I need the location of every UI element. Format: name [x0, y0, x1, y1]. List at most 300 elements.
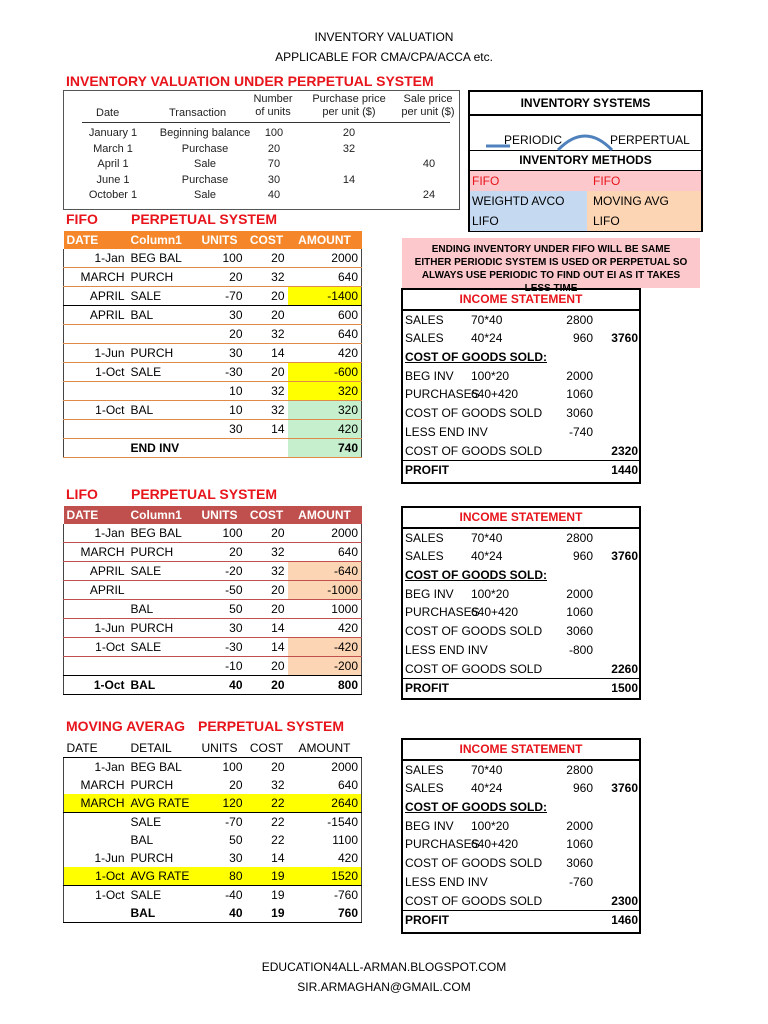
income-row	[403, 348, 639, 367]
src-cell: 32	[342, 142, 356, 155]
income-cell: 640+420	[471, 387, 519, 402]
income-cell: 640+420	[471, 837, 519, 852]
lifo-cell: -200	[288, 657, 362, 676]
mavg-cell: PURCH	[130, 851, 174, 865]
src-cell: January 1	[88, 127, 138, 139]
mavg-cell: BAL	[128, 904, 194, 923]
mavg-cell: -40	[225, 888, 243, 902]
mavg-cell: 22	[271, 815, 285, 829]
mavg-cell: -1540	[288, 813, 362, 832]
table-row	[64, 758, 362, 777]
mavg-cell: 2640	[288, 794, 362, 813]
lifo-cell: 1-Oct	[64, 638, 128, 657]
fifo-cell	[246, 439, 288, 458]
src-cell: Beginning balance	[159, 127, 251, 139]
fifo-cell: 100	[194, 249, 246, 268]
income-cell: 2800	[566, 312, 593, 327]
mavg-cell: 100	[222, 760, 243, 774]
mavg-cell: 420	[288, 849, 362, 867]
income-cell: COST OF GOODS SOLD	[405, 443, 543, 458]
income-row	[403, 442, 639, 461]
src-cell: 30	[267, 173, 281, 186]
mavg-cell: AVG RATE	[128, 867, 194, 886]
income-row	[403, 678, 639, 698]
fifo-cell: 20	[246, 363, 288, 382]
lifo-cell: -10	[194, 657, 246, 676]
income-cell: COST OF GOODS SOLD	[405, 893, 543, 908]
method-fifo-perpetual: FIFO	[593, 174, 621, 188]
mavg-cell: SALE	[130, 888, 162, 902]
income-row	[403, 385, 639, 404]
mavg-cell: 1-Oct	[64, 886, 128, 905]
income-row	[403, 641, 639, 660]
fifo-cell: 30	[194, 420, 246, 439]
method-moving-avg: MOVING AVG	[587, 191, 701, 211]
lifo-header-cell: DATE	[66, 508, 99, 522]
fifo-cell: 30	[194, 344, 246, 363]
lifo-header-cell: AMOUNT	[298, 508, 351, 522]
fifo-cell: APRIL	[64, 287, 128, 306]
lifo-cell: 1-Jan	[64, 524, 128, 543]
mavg-cell: 1100	[288, 831, 362, 849]
income-cell: SALES	[405, 781, 444, 796]
main-title: INVENTORY VALUATION UNDER PERPETUAL SYSTEM	[66, 73, 434, 89]
mavg-cell: 14	[271, 851, 285, 865]
income-cell: SALES	[405, 549, 444, 564]
src-cell: Sale	[193, 189, 217, 201]
fifo-cell	[64, 325, 128, 344]
table-row	[64, 813, 362, 832]
table-row	[64, 904, 362, 923]
income-cell: 2800	[566, 762, 593, 777]
mavg-cell: SALE	[130, 815, 162, 829]
income-row	[403, 566, 639, 585]
income-cell: 2260	[611, 661, 638, 676]
fifo-cell: 14	[246, 344, 288, 363]
fifo-cell: SALE	[128, 287, 194, 306]
footer-email: SIR.ARMAGHAN@GMAIL.COM	[297, 980, 471, 994]
fifo-cell: 1-Jan	[64, 249, 128, 268]
fifo-cell: 640	[288, 325, 362, 344]
lifo-cell	[64, 657, 128, 676]
fifo-label: FIFO	[66, 211, 98, 227]
mavg-cell: 20	[229, 778, 243, 792]
fifo-cell	[64, 382, 128, 401]
fifo-cell: SALE	[128, 363, 194, 382]
income-row	[403, 660, 639, 679]
table-row	[64, 249, 362, 268]
lifo-cell: -420	[288, 638, 362, 657]
income-cell: 640+420	[471, 605, 519, 620]
income-cell: 2300	[611, 893, 638, 908]
perpetual-label: PERPERTUAL	[610, 133, 690, 147]
income-cell: 960	[572, 331, 593, 346]
lifo-cell: SALE	[128, 562, 194, 581]
income-cell: 2800	[566, 530, 593, 545]
lifo-cell: 14	[246, 638, 288, 657]
table-row	[64, 287, 362, 306]
fifo-cell: 600	[288, 306, 362, 325]
table-row	[64, 600, 362, 619]
src-cell: Purchase	[181, 173, 229, 186]
lifo-cell: BAL	[128, 676, 194, 695]
income-cell: SALES	[405, 762, 444, 777]
income-cell: 70*40	[471, 312, 503, 327]
fifo-cell: PURCH	[128, 344, 194, 363]
lifo-cell: PURCH	[128, 619, 194, 638]
income-cell: 960	[572, 549, 593, 564]
income-cell: 40*24	[471, 781, 503, 796]
table-row	[64, 676, 362, 695]
lifo-cell: 20	[246, 524, 288, 543]
table-row	[64, 562, 362, 581]
lifo-cell: BAL	[128, 600, 194, 619]
income-row	[403, 892, 639, 911]
income-cell: LESS END INV	[405, 874, 488, 889]
lifo-cell: 14	[246, 619, 288, 638]
fifo-cell: 20	[246, 249, 288, 268]
income-cell: 100*20	[471, 818, 510, 833]
lifo-table	[63, 506, 362, 695]
lifo-cell: SALE	[128, 638, 194, 657]
table-row	[64, 268, 362, 287]
income-cell: SALES	[405, 331, 444, 346]
fifo-cell	[128, 420, 194, 439]
table-row	[64, 325, 362, 344]
lifo-cell: APRIL	[64, 562, 128, 581]
fifo-cell: 1-Jun	[64, 344, 128, 363]
income-cell: -740	[568, 424, 593, 439]
lifo-cell: BEG BAL	[128, 524, 194, 543]
income-cell: LESS END INV	[405, 642, 488, 657]
mavg-cell: 20	[271, 760, 285, 774]
lifo-cell: 20	[246, 657, 288, 676]
income-cell: 1060	[566, 387, 593, 402]
income-cell: COST OF GOODS SOLD:	[405, 568, 548, 583]
mavg-cell: 30	[229, 851, 243, 865]
table-row	[64, 581, 362, 600]
fifo-cell: 420	[288, 344, 362, 363]
table-row	[64, 401, 362, 420]
income-statement-lifo	[401, 506, 641, 700]
fifo-cell: END INV	[128, 439, 194, 458]
income-cell: 2000	[566, 368, 593, 383]
table-row	[64, 657, 362, 676]
fifo-cell: 14	[246, 420, 288, 439]
fifo-cell: 1-Oct	[64, 401, 128, 420]
mavg-cell: 640	[288, 776, 362, 794]
methods-title: INVENTORY METHODS	[470, 151, 701, 171]
lifo-cell: 20	[246, 676, 288, 695]
table-row	[64, 382, 362, 401]
lifo-cell: 1-Oct	[64, 676, 128, 695]
income-cell: 3060	[566, 856, 593, 871]
src-cell: October 1	[88, 189, 138, 201]
mavg-cell: 19	[246, 904, 288, 923]
table-row	[64, 524, 362, 543]
fifo-cell: 32	[246, 325, 288, 344]
doc-title: INVENTORY VALUATION	[314, 30, 454, 44]
lifo-cell	[128, 581, 194, 600]
mavg-cell: 19	[271, 888, 285, 902]
income-cell: PROFIT	[405, 913, 449, 928]
income-cell: 1060	[566, 837, 593, 852]
methods-row-1	[470, 171, 701, 191]
income-cell: 3060	[566, 406, 593, 421]
mavg-cell: 1520	[288, 867, 362, 886]
income-row	[403, 547, 639, 566]
src-cell: Purchase	[181, 142, 229, 155]
mavg-cell: BAL	[130, 833, 154, 847]
fifo-cell: 740	[288, 439, 362, 458]
mavg-header-cell: UNITS	[194, 739, 246, 758]
lifo-cell: 32	[246, 562, 288, 581]
income-statement-mavg	[401, 738, 641, 934]
mavg-header-cell: COST	[246, 739, 288, 758]
income-cell: COST OF GOODS SOLD	[405, 856, 543, 871]
income-row	[403, 460, 639, 480]
table-row	[64, 543, 362, 562]
lifo-cell: -30	[194, 638, 246, 657]
src-cell: 20	[342, 127, 356, 139]
mavg-cell: -760	[288, 886, 362, 905]
lifo-cell: 20	[246, 600, 288, 619]
income-cell: SALES	[405, 312, 444, 327]
income-cell: COST OF GOODS SOLD:	[405, 350, 548, 365]
mavg-cell: 80	[194, 867, 246, 886]
mavg-cell: -70	[225, 815, 243, 829]
income-row	[403, 817, 639, 836]
income-cell: 960	[572, 781, 593, 796]
income-row	[403, 404, 639, 423]
fifo-cell	[64, 439, 128, 458]
mavg-cell: 2000	[288, 758, 362, 777]
fifo-header-cell: COST	[249, 233, 284, 247]
income-cell: 2000	[566, 586, 593, 601]
table-row	[64, 794, 362, 813]
income-cell: 100*20	[471, 368, 510, 383]
lifo-cell: 800	[288, 676, 362, 695]
lifo-cell: 2000	[288, 524, 362, 543]
fifo-header-cell: UNITS	[201, 233, 238, 247]
fifo-cell: 30	[194, 306, 246, 325]
fifo-header-cell: DATE	[66, 233, 99, 247]
src-cell: March 1	[93, 142, 133, 155]
src-header-units: Number of units	[253, 93, 293, 118]
income-statement-fifo	[401, 288, 641, 484]
income-cell: 2320	[611, 443, 638, 458]
income-cell: 70*40	[471, 762, 503, 777]
mavg-cell: 22	[246, 794, 288, 813]
src-cell: 40	[422, 158, 436, 170]
lifo-cell: 420	[288, 619, 362, 638]
mavg-cell: 19	[246, 867, 288, 886]
mavg-header-cell: AMOUNT	[288, 739, 362, 758]
methods-row-2	[470, 191, 701, 211]
mavg-cell: 760	[288, 904, 362, 923]
income-cell: BEG INV	[405, 586, 454, 601]
lifo-cell	[64, 600, 128, 619]
lifo-cell: MARCH	[64, 543, 128, 562]
income-row	[403, 835, 639, 854]
mavg-table	[63, 739, 362, 923]
income-row	[403, 873, 639, 892]
income-cell: PURCHASES	[405, 387, 480, 402]
income-cell: BEG INV	[405, 818, 454, 833]
lifo-cell: 1-Jun	[64, 619, 128, 638]
income-row	[403, 603, 639, 622]
fifo-cell: 20	[246, 306, 288, 325]
src-header-sale: Sale price per unit ($)	[401, 93, 455, 118]
mavg-header-cell: DETAIL	[128, 739, 194, 758]
income-cell: 40*24	[471, 549, 503, 564]
lifo-cell: -1000	[288, 581, 362, 600]
fifo-cell: 420	[288, 420, 362, 439]
table-row	[64, 306, 362, 325]
mavg-cell: 22	[271, 833, 285, 847]
table-row	[64, 867, 362, 886]
table-row	[64, 344, 362, 363]
fifo-cell: -70	[194, 287, 246, 306]
income-cell: PURCHASES	[405, 837, 480, 852]
lifo-header-cell: COST	[249, 508, 284, 522]
src-cell: 70	[267, 158, 281, 170]
table-row	[64, 831, 362, 849]
lifo-cell: -640	[288, 562, 362, 581]
table-row	[64, 439, 362, 458]
fifo-cell: 10	[194, 401, 246, 420]
fifo-cell: 32	[246, 382, 288, 401]
mavg-cell	[64, 813, 128, 832]
income-statement-title: INCOME STATEMENT	[403, 508, 639, 529]
fifo-cell: MARCH	[64, 268, 128, 287]
income-cell: 3760	[611, 781, 638, 796]
income-cell: 3760	[611, 549, 638, 564]
src-cell: 24	[422, 189, 436, 201]
source-table-image	[63, 90, 460, 210]
income-row	[403, 585, 639, 604]
income-row	[403, 311, 639, 330]
mavg-cell: MARCH	[64, 794, 128, 813]
fifo-table	[63, 231, 362, 458]
fifo-cell: 32	[246, 268, 288, 287]
src-header-transaction: Transaction	[169, 107, 227, 119]
fifo-cell: BAL	[128, 306, 194, 325]
mavg-cell: BEG BAL	[130, 760, 182, 774]
income-cell: -760	[568, 874, 593, 889]
fifo-note-text: ENDING INVENTORY UNDER FIFO WILL BE SAME EITHER PERIODIC SYSTEM IS USED OR PERPETUAL SO ALWAYS USE PERIODIC TO FIND OUT EI AS IT TAKES LESS TIME	[414, 244, 688, 294]
income-cell: COST OF GOODS SOLD	[405, 661, 543, 676]
footer-blog: EDUCATION4ALL-ARMAN.BLOGSPOT.COM	[261, 960, 507, 974]
table-row	[64, 638, 362, 657]
income-row	[403, 910, 639, 930]
method-weighted-avco: WEIGHTD AVCO	[470, 191, 587, 211]
income-cell: COST OF GOODS SOLD:	[405, 800, 548, 815]
lifo-cell: -50	[194, 581, 246, 600]
mavg-cell	[64, 831, 128, 849]
lifo-cell: PURCH	[128, 543, 194, 562]
income-cell: 1060	[566, 605, 593, 620]
table-row	[64, 420, 362, 439]
fifo-cell: -600	[288, 363, 362, 382]
lifo-header-cell: UNITS	[201, 508, 238, 522]
src-cell: June 1	[96, 173, 130, 186]
src-header-purchase: Purchase price per unit ($)	[312, 93, 386, 118]
mavg-header-cell: DATE	[64, 739, 128, 758]
mavg-system-label: PERPETUAL SYSTEM	[198, 718, 344, 734]
income-row	[403, 367, 639, 386]
methods-row-3	[470, 211, 701, 231]
income-cell: 40*24	[471, 331, 503, 346]
income-cell: COST OF GOODS SOLD	[405, 406, 543, 421]
income-row	[403, 854, 639, 873]
income-cell: COST OF GOODS SOLD	[405, 624, 543, 639]
income-row	[403, 779, 639, 798]
income-row	[403, 798, 639, 817]
src-cell: Sale	[193, 158, 217, 170]
mavg-cell: 32	[271, 778, 285, 792]
lifo-cell: 20	[194, 543, 246, 562]
src-cell: April 1	[97, 158, 129, 170]
mavg-cell: 120	[194, 794, 246, 813]
mavg-cell	[64, 904, 128, 923]
fifo-cell: BEG BAL	[128, 249, 194, 268]
income-cell: SALES	[405, 530, 444, 545]
periodic-label: PERIODIC	[504, 133, 563, 147]
table-row	[64, 619, 362, 638]
table-row	[64, 363, 362, 382]
inventory-systems-box	[468, 90, 703, 232]
income-cell: PURCHASES	[405, 605, 480, 620]
doc-subtitle: APPLICABLE FOR CMA/CPA/ACCA etc.	[275, 50, 493, 64]
income-cell: PROFIT	[405, 463, 449, 478]
fifo-cell: BAL	[128, 401, 194, 420]
fifo-cell: 640	[288, 268, 362, 287]
table-row	[64, 849, 362, 867]
src-cell: 20	[267, 142, 281, 155]
fifo-note	[402, 238, 700, 294]
lifo-cell: 32	[246, 543, 288, 562]
income-statement-title: INCOME STATEMENT	[403, 290, 639, 311]
income-statement-title: INCOME STATEMENT	[403, 740, 639, 761]
income-row	[403, 423, 639, 442]
income-cell: 1500	[611, 681, 638, 696]
income-row	[403, 529, 639, 548]
lifo-system-label: PERPETUAL SYSTEM	[131, 486, 277, 502]
income-cell: 2000	[566, 818, 593, 833]
lifo-cell: 1000	[288, 600, 362, 619]
fifo-cell: 20	[194, 325, 246, 344]
lifo-cell: 100	[194, 524, 246, 543]
income-cell: 3760	[611, 331, 638, 346]
income-cell: 1460	[611, 913, 638, 928]
fifo-system-label: PERPETUAL SYSTEM	[131, 211, 277, 227]
lifo-cell: 640	[288, 543, 362, 562]
fifo-cell: 320	[288, 401, 362, 420]
fifo-cell: -1400	[288, 287, 362, 306]
income-cell: 70*40	[471, 530, 503, 545]
mavg-cell: MARCH	[64, 776, 128, 794]
mavg-cell: PURCH	[130, 778, 174, 792]
src-cell: 14	[342, 173, 356, 186]
table-row	[64, 776, 362, 794]
fifo-cell: 320	[288, 382, 362, 401]
fifo-cell	[128, 382, 194, 401]
src-cell: 100	[264, 127, 284, 139]
fifo-cell: PURCH	[128, 268, 194, 287]
income-cell: PROFIT	[405, 681, 449, 696]
fifo-cell: 2000	[288, 249, 362, 268]
